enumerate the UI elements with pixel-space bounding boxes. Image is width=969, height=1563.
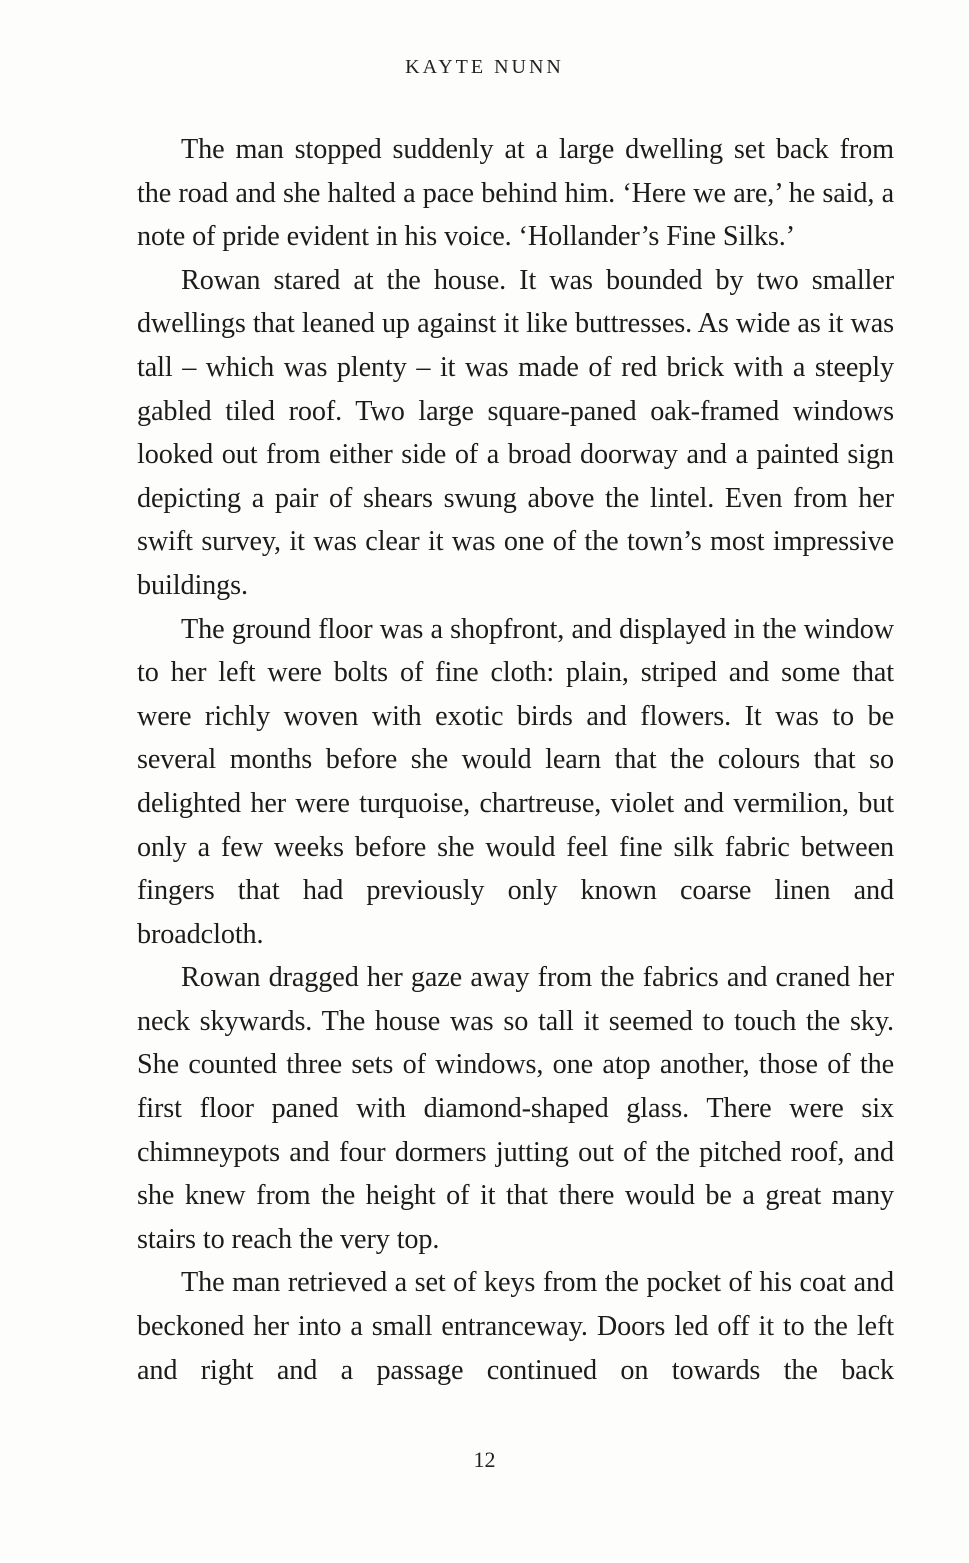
paragraph: Rowan dragged her gaze away from the fabrics and craned her neck skywards. The house was so tall it seemed to touch the sky. She counted three sets of windows, one atop another, those of the first floor paned with diamond-shaped glass. There were six chimneypots and four dormers jutting out of the pitched roof, and she knew from the height of it that there would be a great many stairs to reach the very top. <box>137 962 894 1255</box>
body-text <box>137 128 894 1392</box>
running-head-author: KAYTE NUNN <box>405 56 564 78</box>
page-number: 12 <box>473 1447 496 1472</box>
paragraph: Rowan stared at the house. It was bounded by two smaller dwellings that leaned up against it like buttresses. As wide as it was tall – which was plenty – it was made of red brick with a steeply gabled tiled roof. Two large square-paned oak-framed windows looked out from either side of a broad doorway and a painted sign depicting a pair of shears swung above the lintel. Even from her swift survey, it was clear it was one of the town’s most impressive buildings. <box>137 264 894 601</box>
paragraph: The ground floor was a shopfront, and displayed in the window to her left were bolts of fine cloth: plain, striped and some that were richly woven with exotic birds and flowers. It was to be several months before she would learn that the colours that so delighted her were turquoise, chartreuse, violet and vermilion, but only a few weeks before she would feel fine silk fabric between fingers that had previously only known coarse linen and broadcloth. <box>137 613 894 950</box>
paragraph: The man stopped suddenly at a large dwelling set back from the road and she halted a pace behind him. ‘Here we are,’ he said, a note of pride evident in his voice. ‘Hollander’s Fine Silks.’ <box>137 134 894 253</box>
paragraph: The man retrieved a set of keys from the pocket of his coat and beckoned her into a small entranceway. Doors led off it to the left and right and a passage continued on towards the back <box>137 1267 894 1386</box>
